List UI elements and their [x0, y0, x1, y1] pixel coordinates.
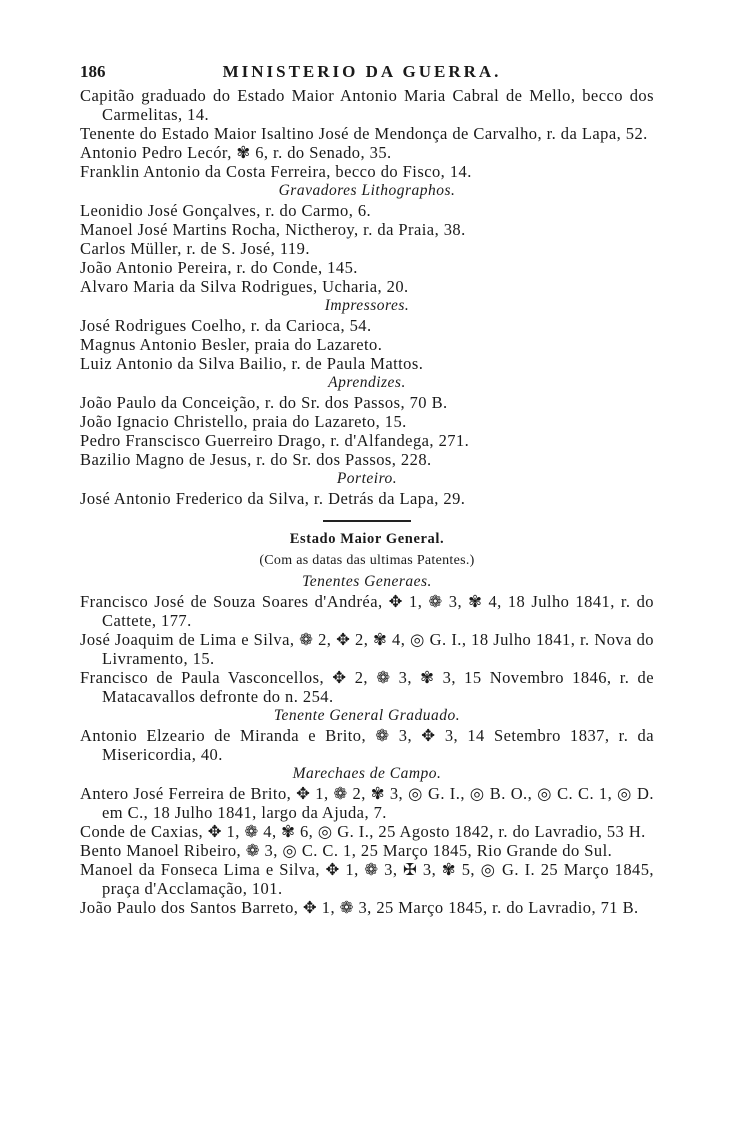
entry: José Antonio Frederico da Silva, r. Detrás da Lapa, 29.: [80, 489, 466, 508]
section-divider: [323, 520, 411, 522]
section-heading: Aprendizes.: [328, 374, 406, 391]
entry: Leonidio José Gonçalves, r. do Carmo, 6.: [80, 201, 372, 220]
section-heading: Marechaes de Campo.: [292, 765, 442, 782]
entry: João Paulo da Conceição, r. do Sr. dos Passos, 70 B.: [80, 393, 448, 412]
running-title: MINISTERIO DA GUERRA.: [222, 62, 502, 81]
entry: Bazilio Magno de Jesus, r. do Sr. dos Passos, 228.: [80, 450, 432, 469]
entry: Tenente do Estado Maior Isaltino José de Mendonça de Carvalho, r. da Lapa, 52.: [80, 124, 648, 143]
page-header: [80, 62, 654, 86]
entry: Manoel da Fonseca Lima e Silva, ✥ 1, ❁ 3, ✠ 3, ✾ 5, ◎ G. I. 25 Março 1845, praça d'Acclamação, 101.: [80, 860, 654, 898]
entry: Francisco José de Souza Soares d'Andréa, ✥ 1, ❁ 3, ✾ 4, 18 Julho 1841, r. do Cattete, 177.: [80, 592, 654, 630]
document-page: [80, 62, 654, 917]
entry: João Antonio Pereira, r. do Conde, 145.: [80, 258, 358, 277]
entry: Manoel José Martins Rocha, Nictheroy, r. da Praia, 38.: [80, 220, 466, 239]
section-title: Estado Maior General.: [289, 531, 445, 547]
entry: Magnus Antonio Besler, praia do Lazareto.: [80, 335, 383, 354]
page-number: 186: [80, 62, 106, 81]
section-heading: Impressores.: [324, 297, 410, 314]
entry: Franklin Antonio da Costa Ferreira, becco do Fisco, 14.: [80, 162, 472, 181]
entry: Luiz Antonio da Silva Bailio, r. de Paula Mattos.: [80, 354, 424, 373]
entry: João Ignacio Christello, praia do Lazareto, 15.: [80, 412, 407, 431]
entry: Antonio Elzeario de Miranda e Brito, ❁ 3, ✥ 3, 14 Setembro 1837, r. da Misericordia, 40.: [80, 726, 654, 764]
entry: José Rodrigues Coelho, r. da Carioca, 54.: [80, 316, 372, 335]
entry: Bento Manoel Ribeiro, ❁ 3, ◎ C. C. 1, 25 Março 1845, Rio Grande do Sul.: [80, 841, 613, 860]
entry: João Paulo dos Santos Barreto, ✥ 1, ❁ 3, 25 Março 1845, r. do Lavradio, 71 B.: [80, 898, 639, 917]
entry: José Joaquim de Lima e Silva, ❁ 2, ✥ 2, ✾ 4, ◎ G. I., 18 Julho 1841, r. Nova do Livramento, 15.: [80, 630, 654, 668]
section-subtitle: (Com as datas das ultimas Patentes.): [259, 553, 475, 568]
entry: Antero José Ferreira de Brito, ✥ 1, ❁ 2, ✾ 3, ◎ G. I., ◎ B. O., ◎ C. C. 1, ◎ D. em C., 18 Julho 1841, largo da Ajuda, 7.: [80, 784, 654, 822]
entry: Pedro Franscisco Guerreiro Drago, r. d'Alfandega, 271.: [80, 431, 470, 450]
entry: Antonio Pedro Lecór, ✾ 6, r. do Senado, 35.: [80, 143, 392, 162]
section-heading: Gravadores Lithographos.: [278, 182, 456, 199]
entry: Alvaro Maria da Silva Rodrigues, Ucharia, 20.: [80, 277, 409, 296]
entry: Conde de Caxias, ✥ 1, ❁ 4, ✾ 6, ◎ G. I., 25 Agosto 1842, r. do Lavradio, 53 H.: [80, 822, 646, 841]
section-heading: Tenentes Generaes.: [302, 573, 432, 590]
entry: Francisco de Paula Vasconcellos, ✥ 2, ❁ 3, ✾ 3, 15 Novembro 1846, r. de Matacavallos defronte do n. 254.: [80, 668, 654, 706]
section-heading: Tenente General Graduado.: [273, 707, 461, 724]
entry: Carlos Müller, r. de S. José, 119.: [80, 239, 310, 258]
intro-entries: [80, 86, 654, 181]
section-heading: Porteiro.: [336, 470, 398, 487]
entry: Capitão graduado do Estado Maior Antonio Maria Cabral de Mello, becco dos Carmelitas, 14.: [80, 86, 654, 124]
